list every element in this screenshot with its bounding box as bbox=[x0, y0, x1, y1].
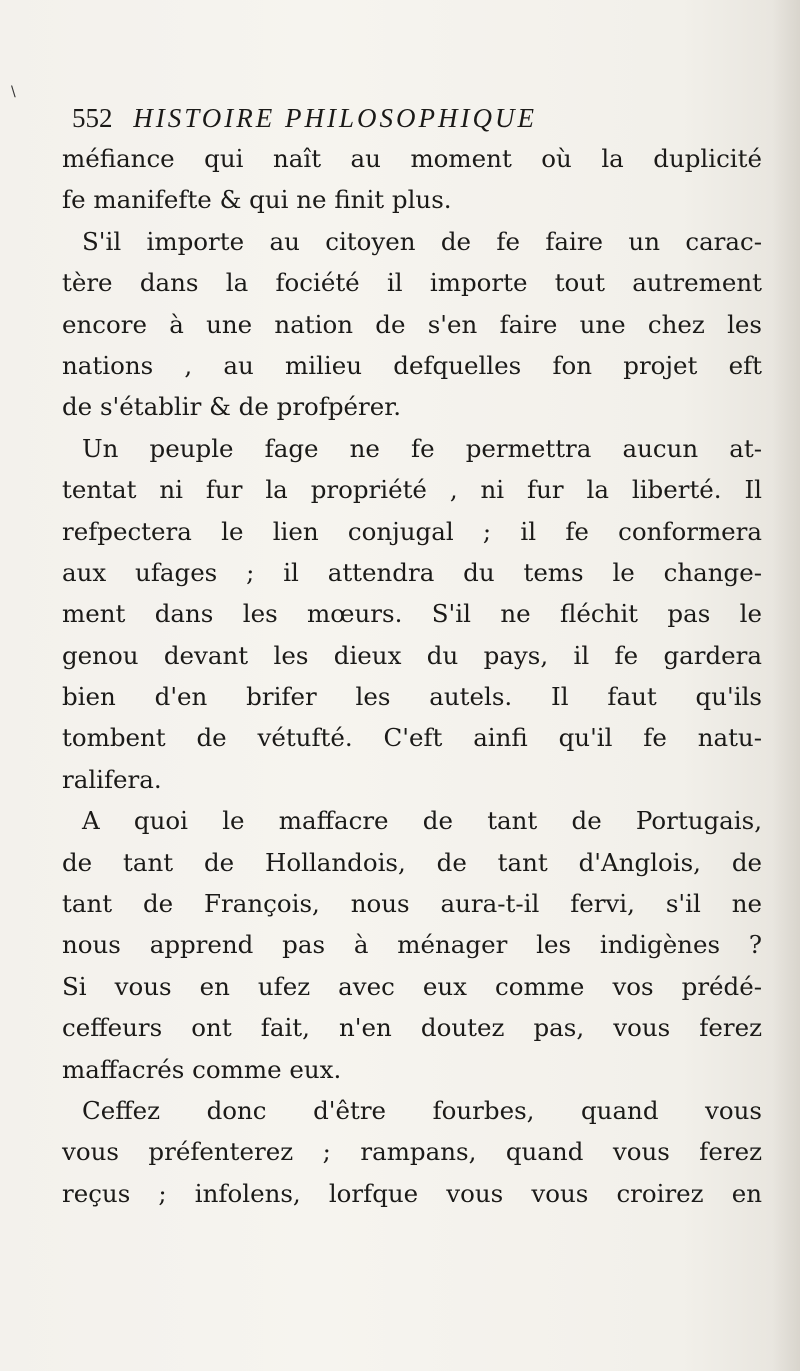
text-block bbox=[62, 98, 762, 1214]
text-line: Un peuple fage ne fe permettra aucun at- bbox=[82, 433, 762, 463]
text-line: reçus ; infolens, lorfque vous vous croirez en bbox=[62, 1178, 762, 1208]
text-line: fe manifefte & qui ne finit plus. bbox=[62, 185, 452, 215]
page-edge-shadow bbox=[772, 0, 800, 1371]
text-line: A quoi le maffacre de tant de Portugais, bbox=[82, 806, 762, 836]
text-line: Si vous en ufez avec eux comme vos prédé- bbox=[62, 971, 762, 1001]
text-line: bien d'en brifer les autels. Il faut qu'ils bbox=[62, 682, 762, 712]
text-line: vous préfenterez ; rampans, quand vous ferez bbox=[62, 1137, 762, 1167]
text-line: tère dans la fociété il importe tout autrement bbox=[62, 268, 762, 298]
text-line: encore à une nation de s'en faire une chez les bbox=[62, 309, 762, 339]
stray-mark: \ bbox=[11, 84, 16, 100]
running-head bbox=[62, 98, 762, 138]
text-line: ceffeurs ont fait, n'en doutez pas, vous ferez bbox=[62, 1013, 762, 1043]
page-number: 552 bbox=[72, 103, 113, 133]
text-line: tentat ni fur la propriété , ni fur la liberté. Il bbox=[62, 475, 762, 505]
text-line: nous apprend pas à ménager les indigènes ? bbox=[62, 930, 762, 960]
text-line: nations , au milieu defquelles fon projet eft bbox=[62, 350, 762, 380]
text-line: tant de François, nous aura-t-il fervi, s'il ne bbox=[62, 889, 762, 919]
text-line: ralifera. bbox=[62, 764, 162, 794]
text-line: tombent de vétufté. C'eft ainfi qu'il fe natu- bbox=[62, 723, 762, 753]
text-line: méfiance qui naît au moment où la duplicité bbox=[62, 144, 762, 173]
running-title: HISTOIRE PHILOSOPHIQUE bbox=[133, 103, 537, 133]
text-line: Ceffez donc d'être fourbes, quand vous bbox=[82, 1095, 762, 1125]
text-line: S'il importe au citoyen de fe faire un carac- bbox=[82, 226, 762, 256]
text-line: de s'établir & de profpérer. bbox=[62, 392, 402, 422]
text-line: maffacrés comme eux. bbox=[62, 1054, 342, 1084]
text-line: de tant de Hollandois, de tant d'Anglois, de bbox=[62, 847, 762, 877]
text-line: genou devant les dieux du pays, il fe gardera bbox=[62, 640, 762, 670]
text-line: ment dans les mœurs. S'il ne fléchit pas le bbox=[62, 599, 762, 629]
text-line: refpectera le lien conjugal ; il fe conformera bbox=[62, 516, 762, 546]
text-line: aux ufages ; il attendra du tems le change- bbox=[62, 557, 762, 587]
